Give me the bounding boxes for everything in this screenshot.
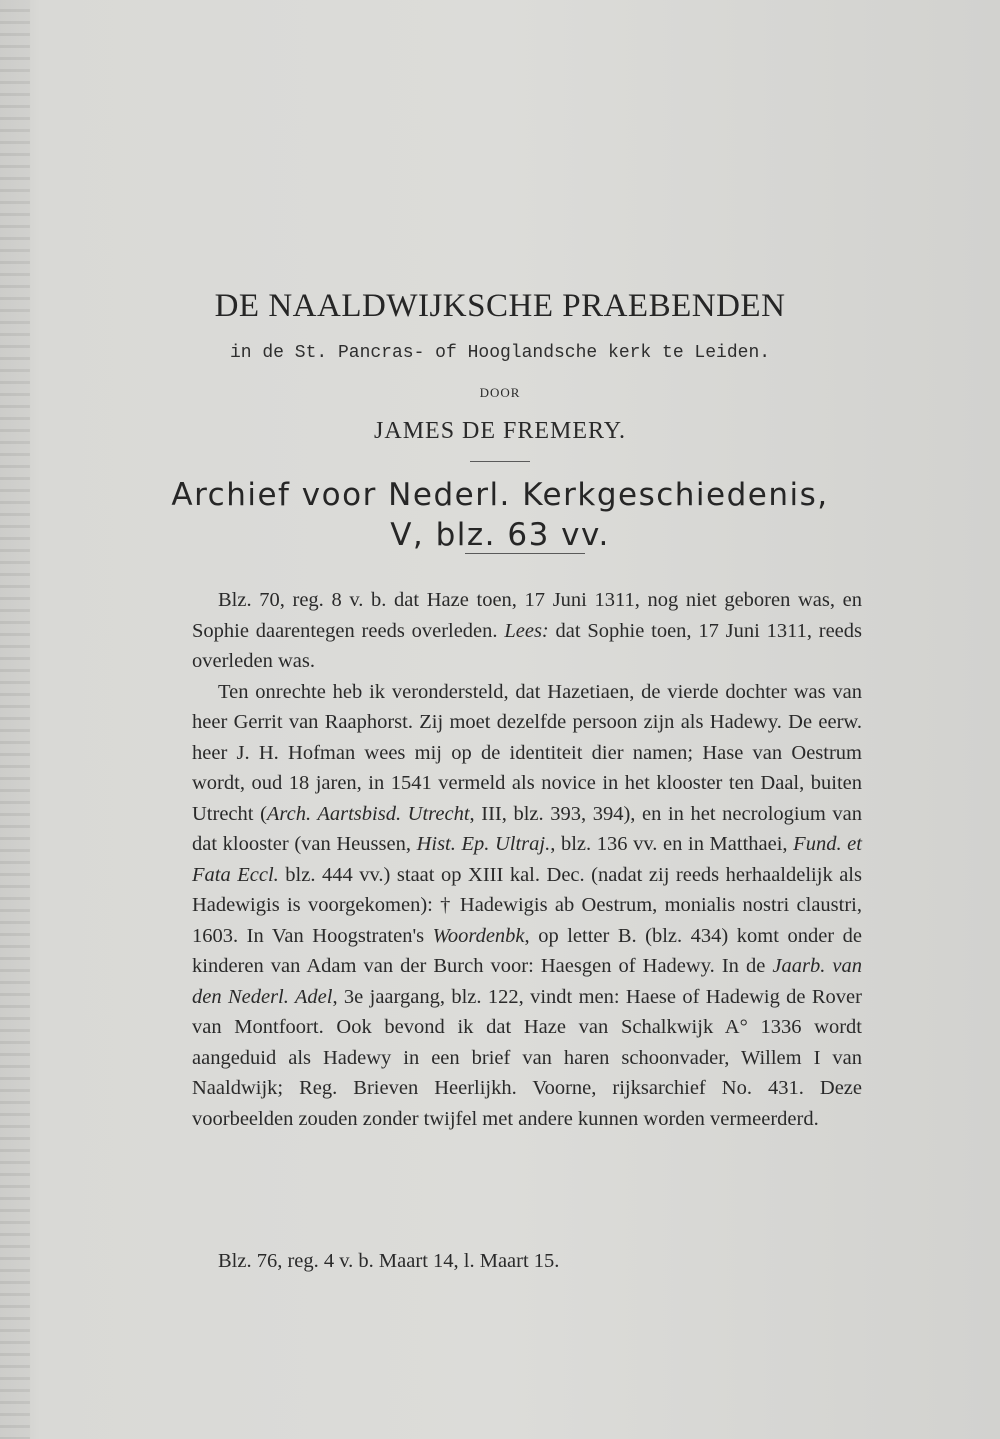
divider-bottom [465, 553, 585, 554]
archief-line-1: Archief voor Nederl. Kerkgeschiedenis, [171, 477, 829, 513]
text-run: Maart 15. [474, 1250, 560, 1272]
author-name: JAMES DE FREMERY. [374, 418, 626, 444]
paragraph-correction-2 [192, 677, 862, 1135]
text-run: blz. 444 vv.) staat op XIII kal. Dec. (nadat zij reeds herhaaldelijk als Hadewigis is voorgekomen): † Hadewigis ab Oestrum, monialis nostri claustri, 1603. In Van Hoogstraten's [192, 863, 862, 947]
text-run: , blz. 136 vv. en in Matthaei, [550, 833, 794, 855]
article-title: DE NAALDWIJKSCHE PRAEBENDEN [214, 288, 786, 324]
text-run-italic: l. [463, 1250, 475, 1272]
article-subtitle: in de St. Pancras- of Hooglandsche kerk te Leiden. [229, 343, 771, 363]
text-run: Blz. 76, reg. 4 v. b. Maart 14, [218, 1250, 464, 1272]
text-run: , 3e jaargang, blz. 122, vindt men: Haese of Hadewig de Rover van Montfoort. Ook bevond ik dat Haze van Schalkwijk A° 1336 wordt aangeduid als Hadewy in een brief van haren schoonvader, Willem I van Naaldwijk; Reg. Brieven Heerlijkh. Voorne, rijksarchief No. 431. Deze voorbeelden zouden zonder twijfel met andere kunnen worden vermeerderd. [192, 985, 862, 1130]
text-run: Blz. 70, reg. 8 v. b. dat Haze toen, 17 Juni 1311, nog niet geboren was, en Sophie daarentegen reeds overleden. [192, 589, 862, 642]
archief-reference [140, 475, 860, 555]
byline-door: DOOR [479, 385, 521, 400]
archief-line-2: V, blz. 63 vv. [390, 517, 610, 553]
divider-top [470, 461, 530, 462]
paragraph-correction-1 [192, 585, 862, 677]
text-run-italic: Hist. Ep. Ultraj. [416, 833, 551, 855]
binding-edge [0, 0, 30, 1439]
text-run: Ten onrechte heb ik verondersteld, dat Hazetiaen, de vierde dochter was van heer Gerrit van Raaphorst. Zij moet dezelfde persoon zijn als Hadewy. De eerw. heer J. H. Hofman wees mij op de identiteit dier namen; Hase van Oestrum wordt, oud 18 jaren, in 1541 vermeld als novice in het klooster ten Daal, buiten Utrecht ( [192, 680, 862, 825]
text-run-italic: Jaarb. van den Nederl. Adel [192, 955, 862, 1008]
text-run-italic: Woordenbk [432, 924, 525, 947]
article-body [192, 585, 862, 1134]
text-run-italic: Arch. Aartsbisd. Utrecht [266, 802, 470, 825]
text-run: , op letter B. (blz. 434) komt onder de kinderen van Adam van der Burch voor: Haesgen of Hadewy. In de [192, 924, 862, 977]
correction-footnote [218, 1250, 858, 1273]
text-run: , III, blz. 393, 394), en in het necrologium van dat klooster (van Heussen, [192, 802, 862, 855]
text-run-italic: Lees: [504, 619, 549, 642]
text-run-italic: Fund. et Fata Eccl. [192, 833, 862, 886]
text-run: dat Sophie toen, 17 Juni 1311, reeds overleden was. [192, 619, 862, 672]
